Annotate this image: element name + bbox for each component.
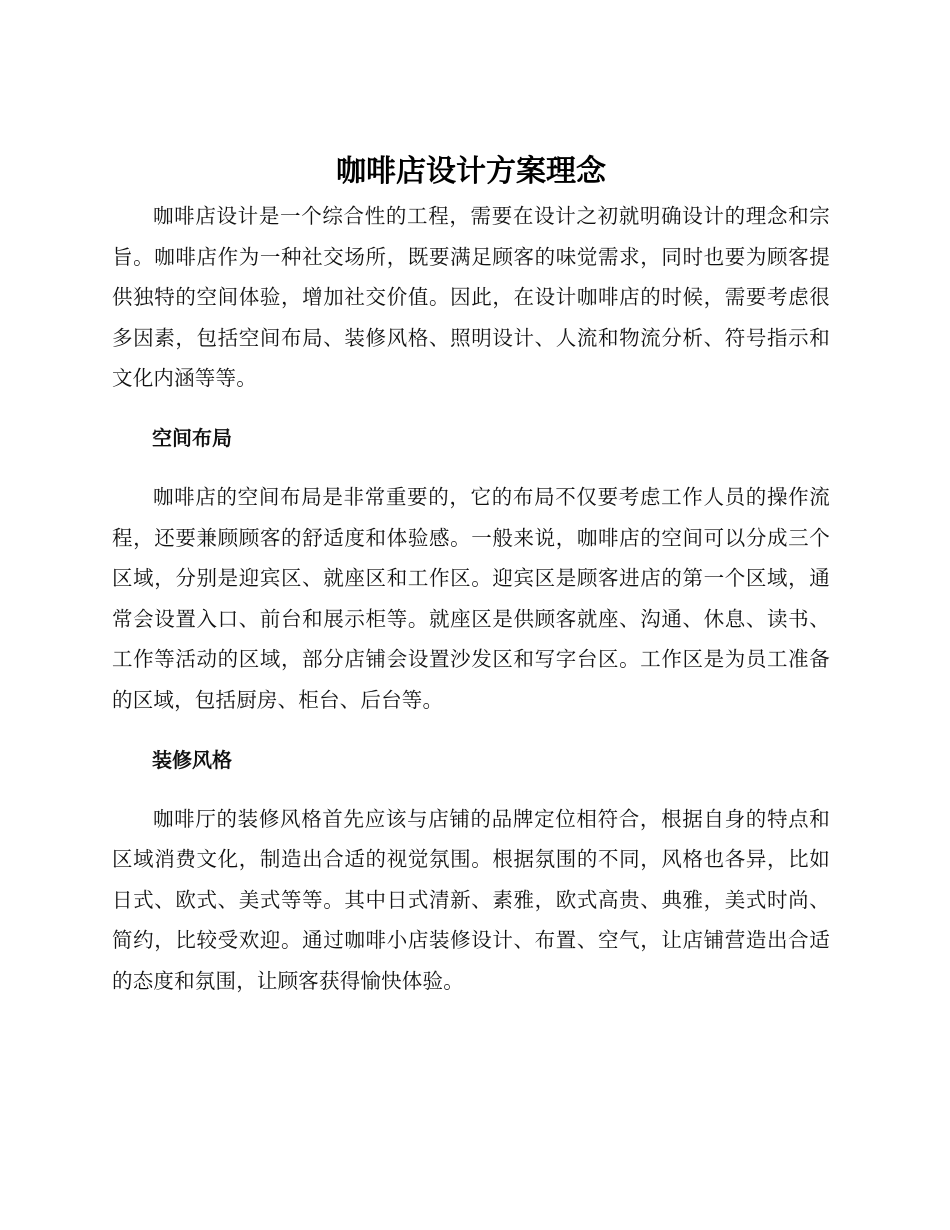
section-space-layout: [112, 421, 830, 721]
section-heading: 装修风格: [152, 747, 232, 772]
section-heading: 空间布局: [152, 425, 232, 450]
section-paragraph: 咖啡店的空间布局是非常重要的，它的布局不仅要考虑工作人员的操作流程，还要兼顾顾客的舒适度和体验感。一般来说，咖啡店的空间可以分成三个区域，分别是迎宾区、就座区和工作区。迎宾区是顾客进店的第一个区域，通常会设置入口、前台和展示柜等。就座区是供顾客就座、沟通、休息、读书、工作等活动的区域，部分店铺会设置沙发区和写字台区。工作区是为员工准备的区域，包括厨房、柜台、后台等。: [112, 484, 830, 712]
intro-paragraph: 咖啡店设计是一个综合性的工程，需要在设计之初就明确设计的理念和宗旨。咖啡店作为一种社交场所，既要满足顾客的味觉需求，同时也要为顾客提供独特的空间体验，增加社交价值。因此，在设计咖啡店的时候，需要考虑很多因素，包括空间布局、装修风格、照明设计、人流和物流分析、符号指示和文化内涵等等。: [112, 204, 830, 391]
section-decoration-style: [112, 743, 830, 1002]
document-title: 咖啡店设计方案理念: [336, 154, 606, 189]
document-content: [112, 150, 830, 1002]
section-paragraph: 咖啡厅的装修风格首先应该与店铺的品牌定位相符合，根据自身的特点和区域消费文化，制造出合适的视觉氛围。根据氛围的不同，风格也各异，比如日式、欧式、美式等等。其中日式清新、素雅，欧式高贵、典雅，美式时尚、简约，比较受欢迎。通过咖啡小店装修设计、布置、空气，让店铺营造出合适的态度和氛围，让顾客获得愉快体验。: [112, 806, 830, 993]
